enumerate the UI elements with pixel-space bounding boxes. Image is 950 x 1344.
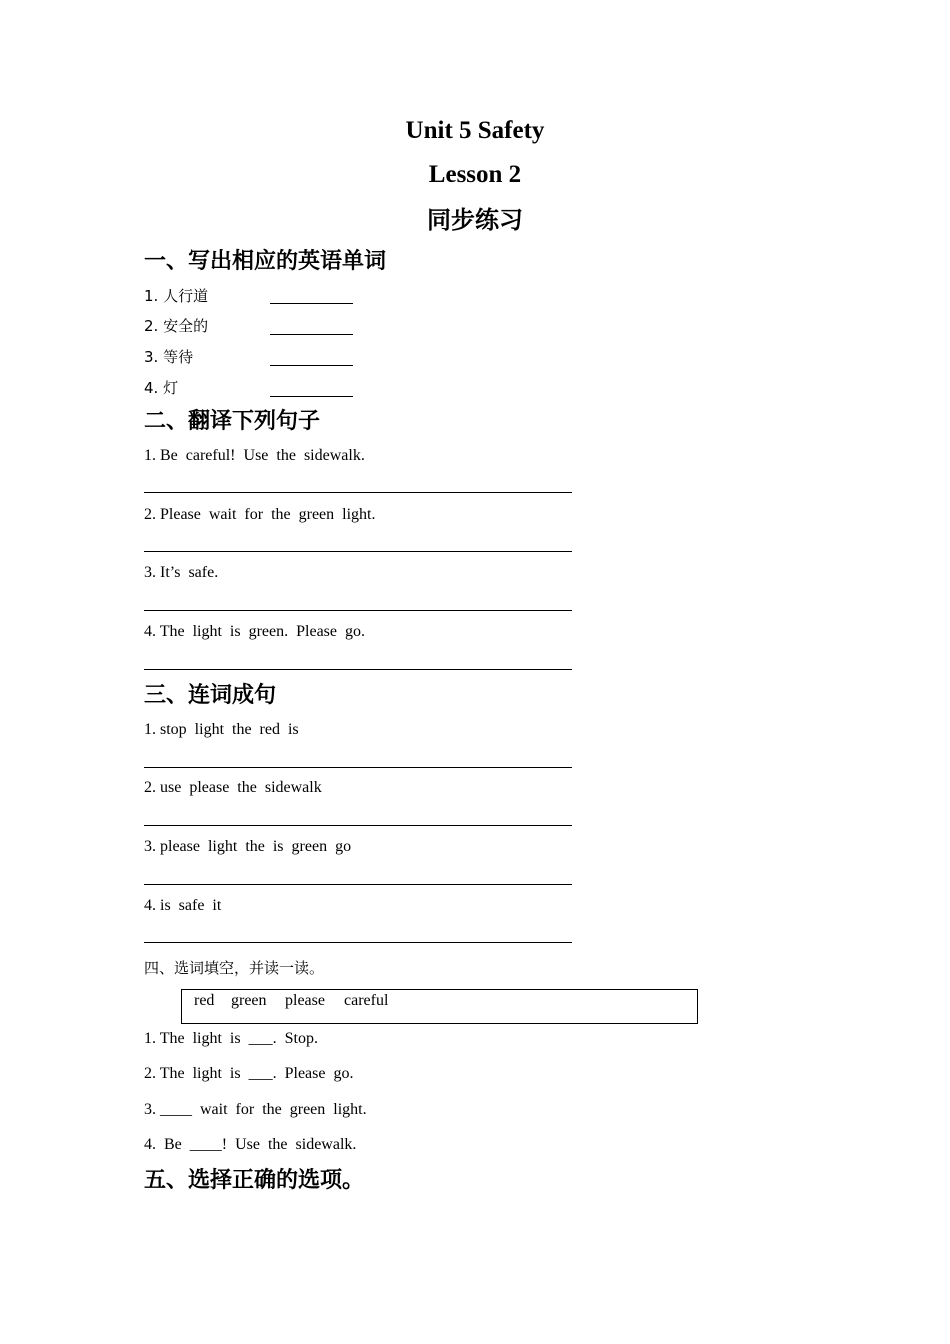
answer-line[interactable] <box>144 492 572 493</box>
translate-item: 2. Please wait for the green light. <box>144 506 376 523</box>
word-bank-item: red <box>194 992 215 1009</box>
reorder-item: 4. is safe it <box>144 897 222 914</box>
translate-item: 4. The light is green. Please go. <box>144 623 365 640</box>
answer-line[interactable] <box>144 551 572 552</box>
vocab-blank[interactable] <box>270 396 353 397</box>
reorder-item: 2. use please the sidewalk <box>144 779 322 796</box>
reorder-item: 3. please light the is green go <box>144 838 352 855</box>
section2-heading: 二、翻译下列句子 <box>144 409 321 434</box>
vocab-item: 4. 灯 <box>144 379 179 397</box>
fill-blank-item: 3. ____ wait for the green light. <box>144 1101 367 1118</box>
reorder-item: 1. stop light the red is <box>144 721 299 738</box>
word-bank-item: green <box>231 992 267 1009</box>
section5-heading: 五、选择正确的选项。 <box>144 1168 365 1193</box>
word-bank-item: please <box>285 992 325 1009</box>
answer-line[interactable] <box>144 942 572 943</box>
unit-title: Unit 5 Safety <box>405 117 545 144</box>
vocab-blank[interactable] <box>270 365 353 366</box>
word-bank-item: careful <box>344 992 389 1009</box>
word-bank-box <box>181 989 698 1024</box>
answer-line[interactable] <box>144 610 572 611</box>
section4-heading: 四、选词填空，并读一读。 <box>144 959 325 977</box>
lesson-title: Lesson 2 <box>428 161 522 188</box>
section1-heading: 一、写出相应的英语单词 <box>144 249 387 274</box>
answer-line[interactable] <box>144 669 572 670</box>
answer-line[interactable] <box>144 884 572 885</box>
section3-heading: 三、连词成句 <box>144 683 277 708</box>
answer-line[interactable] <box>144 767 572 768</box>
vocab-item: 1. 人行道 <box>144 287 209 305</box>
fill-blank-item: 4. Be ____! Use the sidewalk. <box>144 1136 357 1153</box>
worksheet-subtitle: 同步练习 <box>427 206 523 234</box>
vocab-blank[interactable] <box>270 303 353 304</box>
answer-line[interactable] <box>144 825 572 826</box>
fill-blank-item: 1. The light is ___. Stop. <box>144 1030 318 1047</box>
vocab-item: 2. 安全的 <box>144 317 209 335</box>
fill-blank-item: 2. The light is ___. Please go. <box>144 1065 354 1082</box>
vocab-item: 3. 等待 <box>144 348 194 366</box>
translate-item: 1. Be careful! Use the sidewalk. <box>144 447 365 464</box>
vocab-blank[interactable] <box>270 334 353 335</box>
translate-item: 3. It’s safe. <box>144 564 219 581</box>
